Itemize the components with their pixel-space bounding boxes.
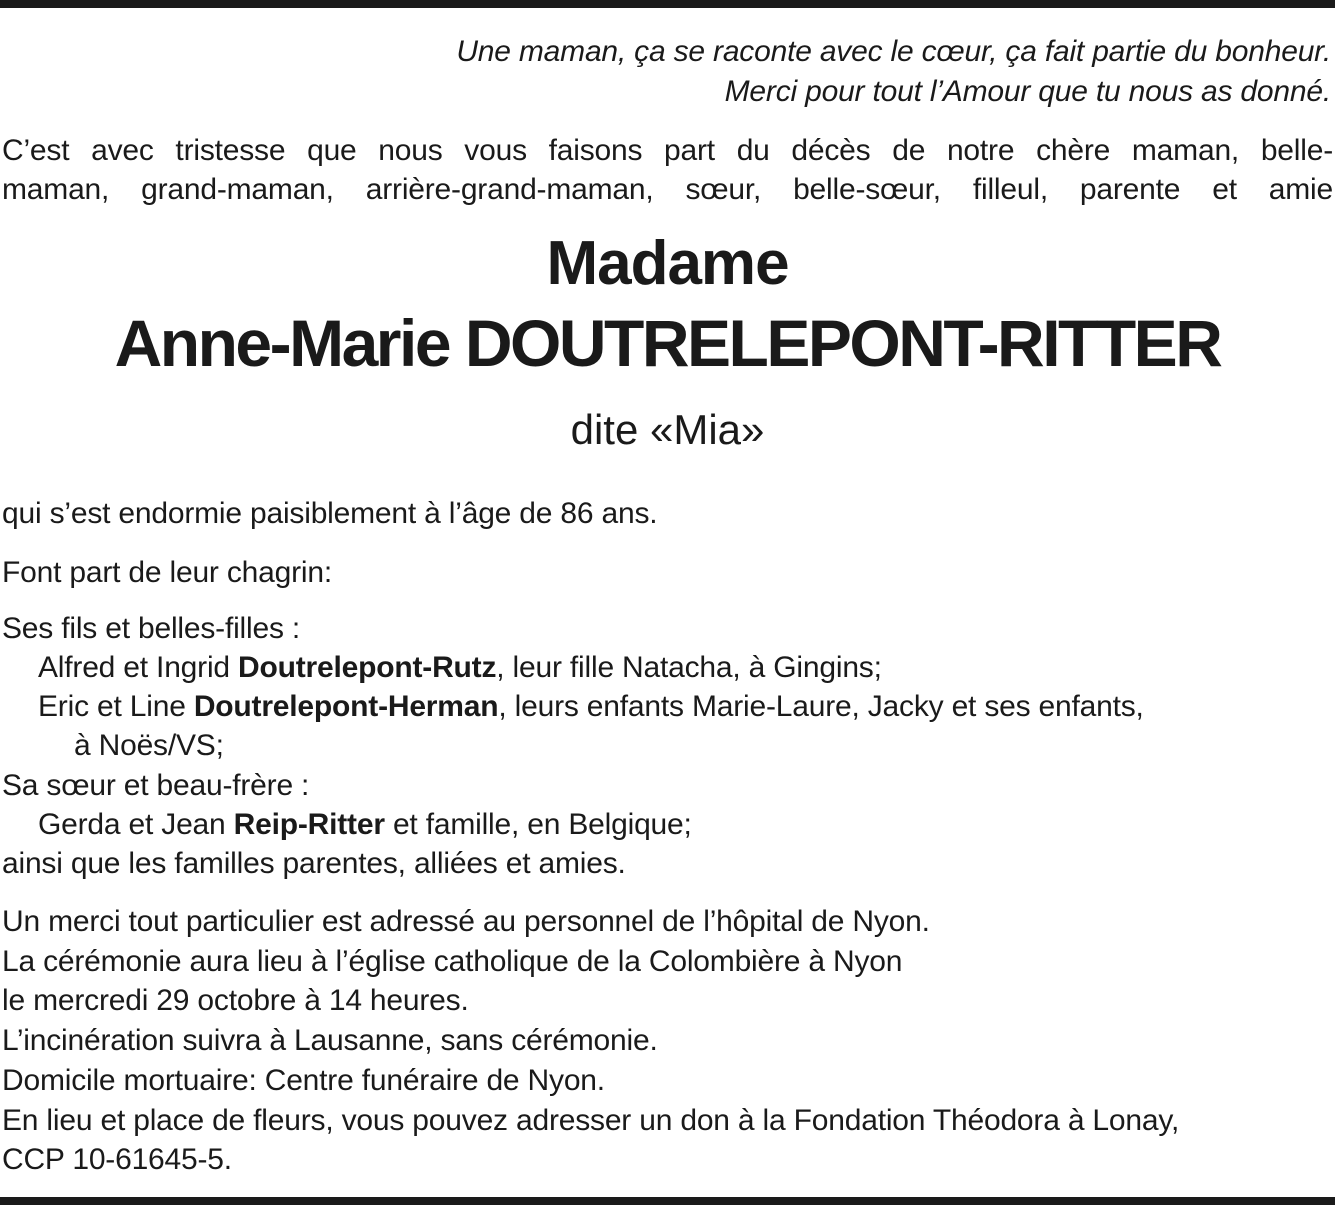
- intro-line-2: maman, grand-maman, arrière-grand-maman, sœur, belle-sœur, filleul, parente et amie: [2, 173, 1333, 206]
- detail-line-4: L’incinération suivra à Lausanne, sans cérémonie.: [2, 1024, 658, 1057]
- epigraph-line-1: Une maman, ça se raconte avec le cœur, ça fait partie du bonheur.: [456, 35, 1331, 68]
- top-border-rule: [0, 0, 1335, 8]
- sister-heading: Sa sœur et beau-frère :: [2, 769, 310, 802]
- sister-line: [38, 807, 692, 843]
- deceased-nickname: dite «Mia»: [570, 406, 765, 453]
- son1-line: [38, 650, 882, 686]
- sister-names: Gerda et Jean: [38, 808, 234, 841]
- detail-line-1: Un merci tout particulier est adressé au personnel de l’hôpital de Nyon.: [2, 905, 930, 938]
- detail-line-2: La cérémonie aura lieu à l’église catholique de la Colombière à Nyon: [2, 945, 903, 978]
- son2-line: [38, 689, 1144, 725]
- son2-continuation: à Noës/VS;: [74, 729, 224, 762]
- detail-line-6: En lieu et place de fleurs, vous pouvez adresser un don à la Fondation Théodora à Lonay,: [2, 1104, 1180, 1137]
- intro-line-1: C’est avec tristesse que nous vous faisons part du décès de notre chère maman, belle-: [2, 134, 1333, 167]
- grief-line: Font part de leur chagrin:: [2, 556, 332, 589]
- deceased-name: Anne-Marie DOUTRELEPONT-RITTER: [114, 306, 1221, 380]
- detail-line-7: CCP 10-61645-5.: [2, 1143, 232, 1176]
- son1-names: Alfred et Ingrid: [38, 651, 239, 684]
- sons-heading: Ses fils et belles-filles :: [2, 612, 301, 645]
- son2-names: Eric et Line: [38, 690, 194, 723]
- bottom-border-rule: [0, 1197, 1335, 1205]
- sister-surname: Reip-Ritter: [233, 808, 385, 841]
- son2-surname: Doutrelepont-Herman: [193, 690, 499, 723]
- sister-rest: et famille, en Belgique;: [384, 808, 692, 841]
- son2-rest: , leurs enfants Marie-Laure, Jacky et ses enfants,: [498, 690, 1144, 723]
- detail-line-3: le mercredi 29 octobre à 14 heures.: [2, 984, 469, 1017]
- detail-line-5: Domicile mortuaire: Centre funéraire de Nyon.: [2, 1064, 605, 1097]
- family-closing: ainsi que les familles parentes, alliées et amies.: [2, 847, 626, 880]
- son1-rest: , leur fille Natacha, à Gingins;: [496, 651, 882, 684]
- epigraph-line-2: Merci pour tout l’Amour que tu nous as donné.: [724, 75, 1331, 108]
- age-line: qui s’est endormie paisiblement à l’âge de 86 ans.: [2, 497, 658, 530]
- son1-surname: Doutrelepont-Rutz: [238, 651, 497, 684]
- deceased-title: Madame: [546, 229, 789, 298]
